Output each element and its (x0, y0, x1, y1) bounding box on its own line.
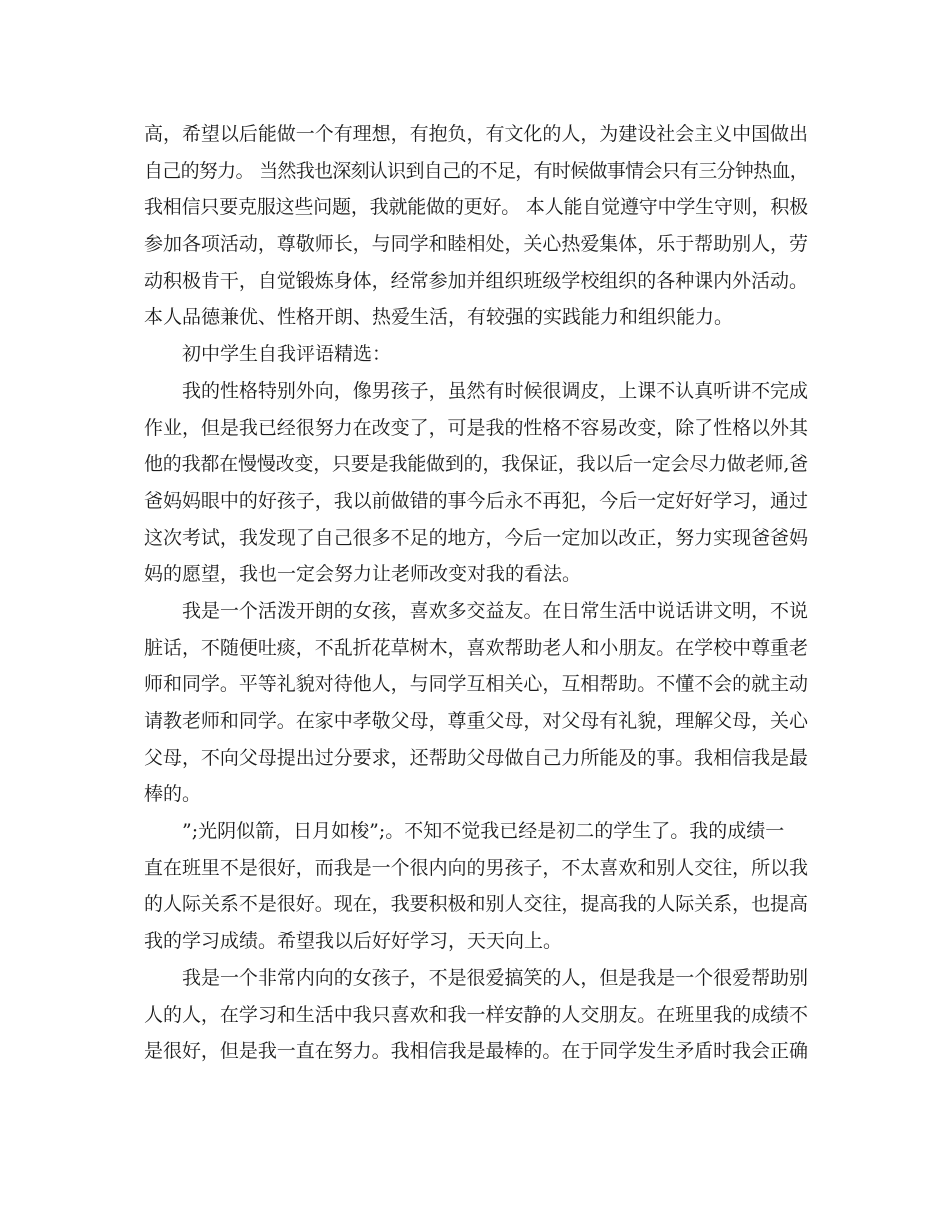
text-line: 本人品德兼优、性格开朗、热爱生活，有较强的实践能力和组织能力。 (144, 306, 734, 329)
text-line: 初中学生自我评语精选： (182, 343, 392, 366)
text-line: 妈的愿望，我也一定会努力让老师改变对我的看法。 (144, 563, 582, 586)
text-line: 父母，不向父母提出过分要求，还帮助父母做自己力所能及的事。我相信我是最 (144, 746, 808, 769)
text-line: 高，希望以后能做一个有理想，有抱负，有文化的人，为建设社会主义中国做出 (144, 123, 808, 145)
text-line: 参加各项活动，尊敬师长，与同学和睦相处，关心热爱集体，乐于帮助别人，劳 (144, 233, 808, 256)
text-line: 他的我都在慢慢改变，只要是我能做到的，我保证，我以后一定会尽力做老师,爸 (144, 453, 808, 476)
text-line: 的人际关系不是很好。现在，我要积极和别人交往，提高我的人际关系，也提高 (144, 893, 808, 916)
text-line: 师和同学。平等礼貌对待他人，与同学互相关心，互相帮助。不懂不会的就主动 (144, 673, 808, 696)
text-line: 作业，但是我已经很努力在改变了，可是我的性格不容易改变，除了性格以外其 (144, 416, 808, 439)
text-line: 请教老师和同学。在家中孝敬父母，尊重父母，对父母有礼貌，理解父母，关心 (144, 710, 808, 732)
text-line: 我是一个活泼开朗的女孩，喜欢多交益友。在日常生活中说话讲文明，不说 (182, 599, 808, 622)
text-line: 动积极肯干，自觉锻炼身体，经常参加并组织班级学校组织的各种课内外活动。 (144, 269, 808, 292)
text-line: 棒的。 (144, 783, 202, 806)
text-line: 人的人，在学习和生活中我只喜欢和我一样安静的人交朋友。在班里我的成绩不 (144, 1003, 808, 1026)
text-line: 这次考试，我发现了自己很多不足的地方，今后一定加以改正，努力实现爸爸妈 (144, 526, 808, 549)
text-line: 我是一个非常内向的女孩子，不是很爱搞笑的人，但是我是一个很爱帮助别 (182, 966, 808, 989)
text-line: 我的性格特别外向，像男孩子，虽然有时候很调皮，上课不认真听讲不完成 (182, 379, 808, 402)
text-line: 是很好，但是我一直在努力。我相信我是最棒的。在于同学发生矛盾时我会正确 (144, 1040, 808, 1063)
text-line: 自己的努力。 当然我也深刻认识到自己的不足，有时候做事情会只有三分钟热血， (144, 159, 808, 182)
text-line: 爸妈妈眼中的好孩子，我以前做错的事今后永不再犯，今后一定好好学习，通过 (144, 489, 808, 512)
text-line: ”;光阴似箭，日月如梭”;。不知不觉我已经是初二的学生了。我的成绩一 (182, 820, 785, 843)
text-line: 直在班里不是很好，而我是一个很内向的男孩子，不太喜欢和别人交往，所以我 (144, 856, 808, 879)
text-line: 脏话，不随便吐痰，不乱折花草树木，喜欢帮助老人和小朋友。在学校中尊重老 (144, 636, 808, 659)
text-line: 我相信只要克服这些问题，我就能做的更好。 本人能自觉遵守中学生守则，积极 (144, 196, 808, 219)
document-body (144, 116, 808, 1070)
text-line: 我的学习成绩。希望我以后好好学习，天天向上。 (144, 930, 563, 953)
